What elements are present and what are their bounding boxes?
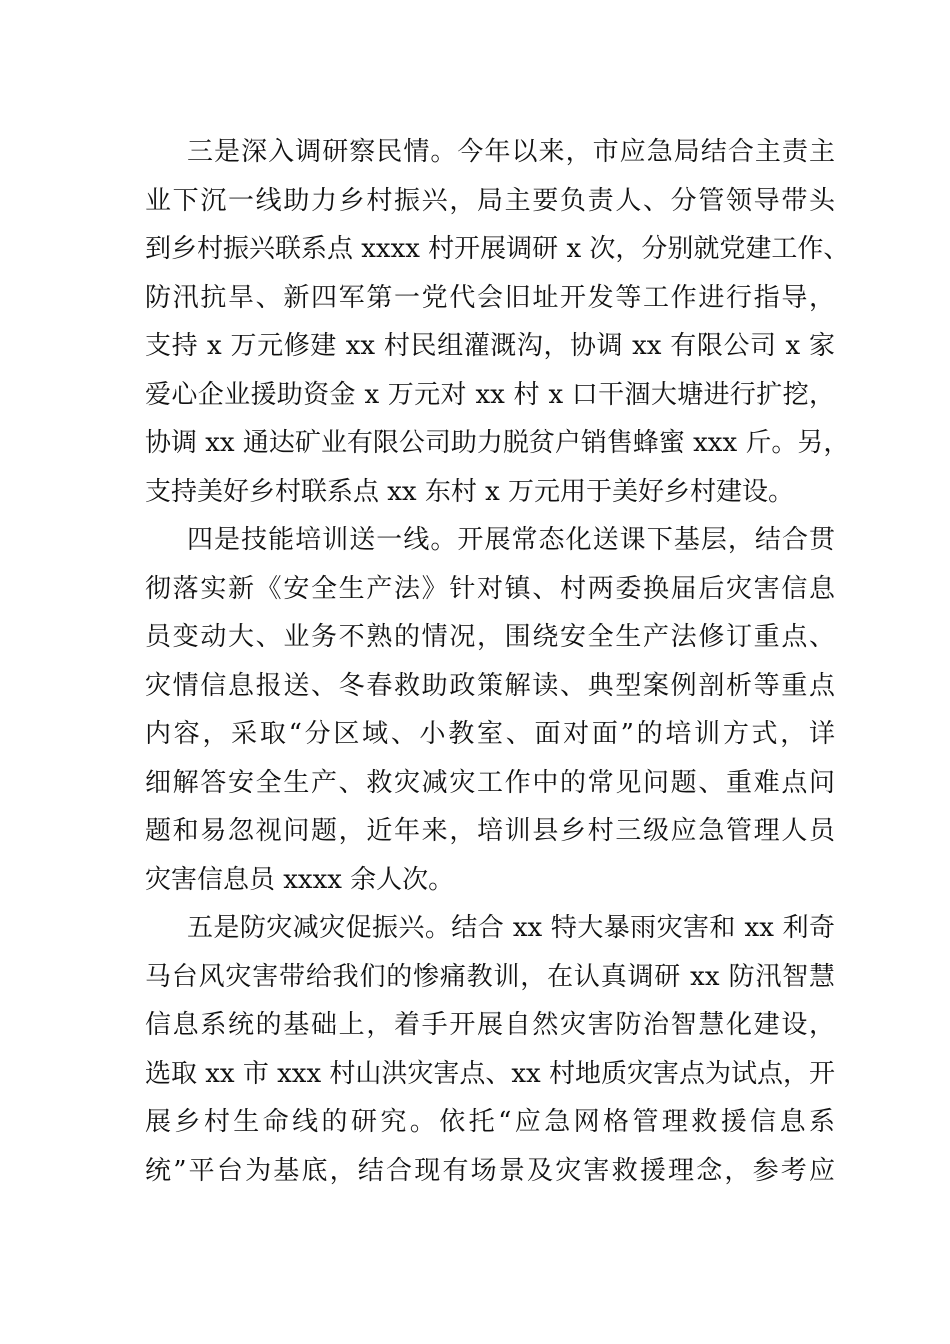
text-line: 灾情信息报送、冬春救助政策解读、典型案例剖析等重点 [145,670,835,701]
text-line: 爱心企业援助资金 x 万元对 xx 村 x 口干涸大塘进行扩挖， [145,379,835,410]
text-line: 马台风灾害带给我们的惨痛教训，在认真调研 xx 防汛智慧 [145,961,835,992]
text-line: 员变动大、业务不熟的情况，围绕安全生产法修订重点、 [145,622,835,652]
text-line: 支持 x 万元修建 xx 村民组灌溉沟，协调 xx 有限公司 x 家 [145,331,835,361]
paragraph-3 [145,128,850,516]
text-line: 四是技能培训送一线。开展常态化送课下基层，结合贯 [187,525,835,555]
text-line: 题和易忽视问题，近年来，培训县乡村三级应急管理人员 [145,816,835,846]
text-line: 内容，采取“分区域、小教室、面对面”的培训方式，详 [145,719,835,749]
text-line: 三是深入调研察民情。今年以来，市应急局结合主责主 [187,137,835,167]
text-line: 细解答安全生产、救灾减灾工作中的常见问题、重难点问 [145,767,835,798]
text-line: 支持美好乡村联系点 xx 东村 x 万元用于美好乡村建设。 [145,476,795,507]
text-line: 彻落实新《安全生产法》针对镇、村两委换届后灾害信息 [145,573,835,604]
text-line: 到乡村振兴联系点 xxxx 村开展调研 x 次，分别就党建工作、 [145,234,850,264]
text-line: 展乡村生命线的研究。依托“应急网格管理救援信息系 [145,1107,835,1137]
text-line: 统”平台为基底，结合现有场景及灾害救援理念，参考应 [145,1155,835,1186]
text-line: 协调 xx 通达矿业有限公司助力脱贫户销售蜂蜜 xxx 斤。另， [145,428,850,458]
text-line: 业下沉一线助力乡村振兴，局主要负责人、分管领导带头 [145,185,835,216]
paragraph-4 [145,516,835,904]
paragraph-5 [145,904,835,1195]
text-line: 防汛抗旱、新四军第一党代会旧址开发等工作进行指导， [145,282,835,313]
text-line: 信息系统的基础上，着手开展自然灾害防治智慧化建设， [145,1010,835,1040]
document-body [145,128,850,1195]
text-line: 灾害信息员 xxxx 余人次。 [145,864,455,895]
text-line: 选取 xx 市 xxx 村山洪灾害点、xx 村地质灾害点为试点，开 [145,1058,835,1089]
text-line: 五是防灾减灾促振兴。结合 xx 特大暴雨灾害和 xx 利奇 [187,913,835,943]
